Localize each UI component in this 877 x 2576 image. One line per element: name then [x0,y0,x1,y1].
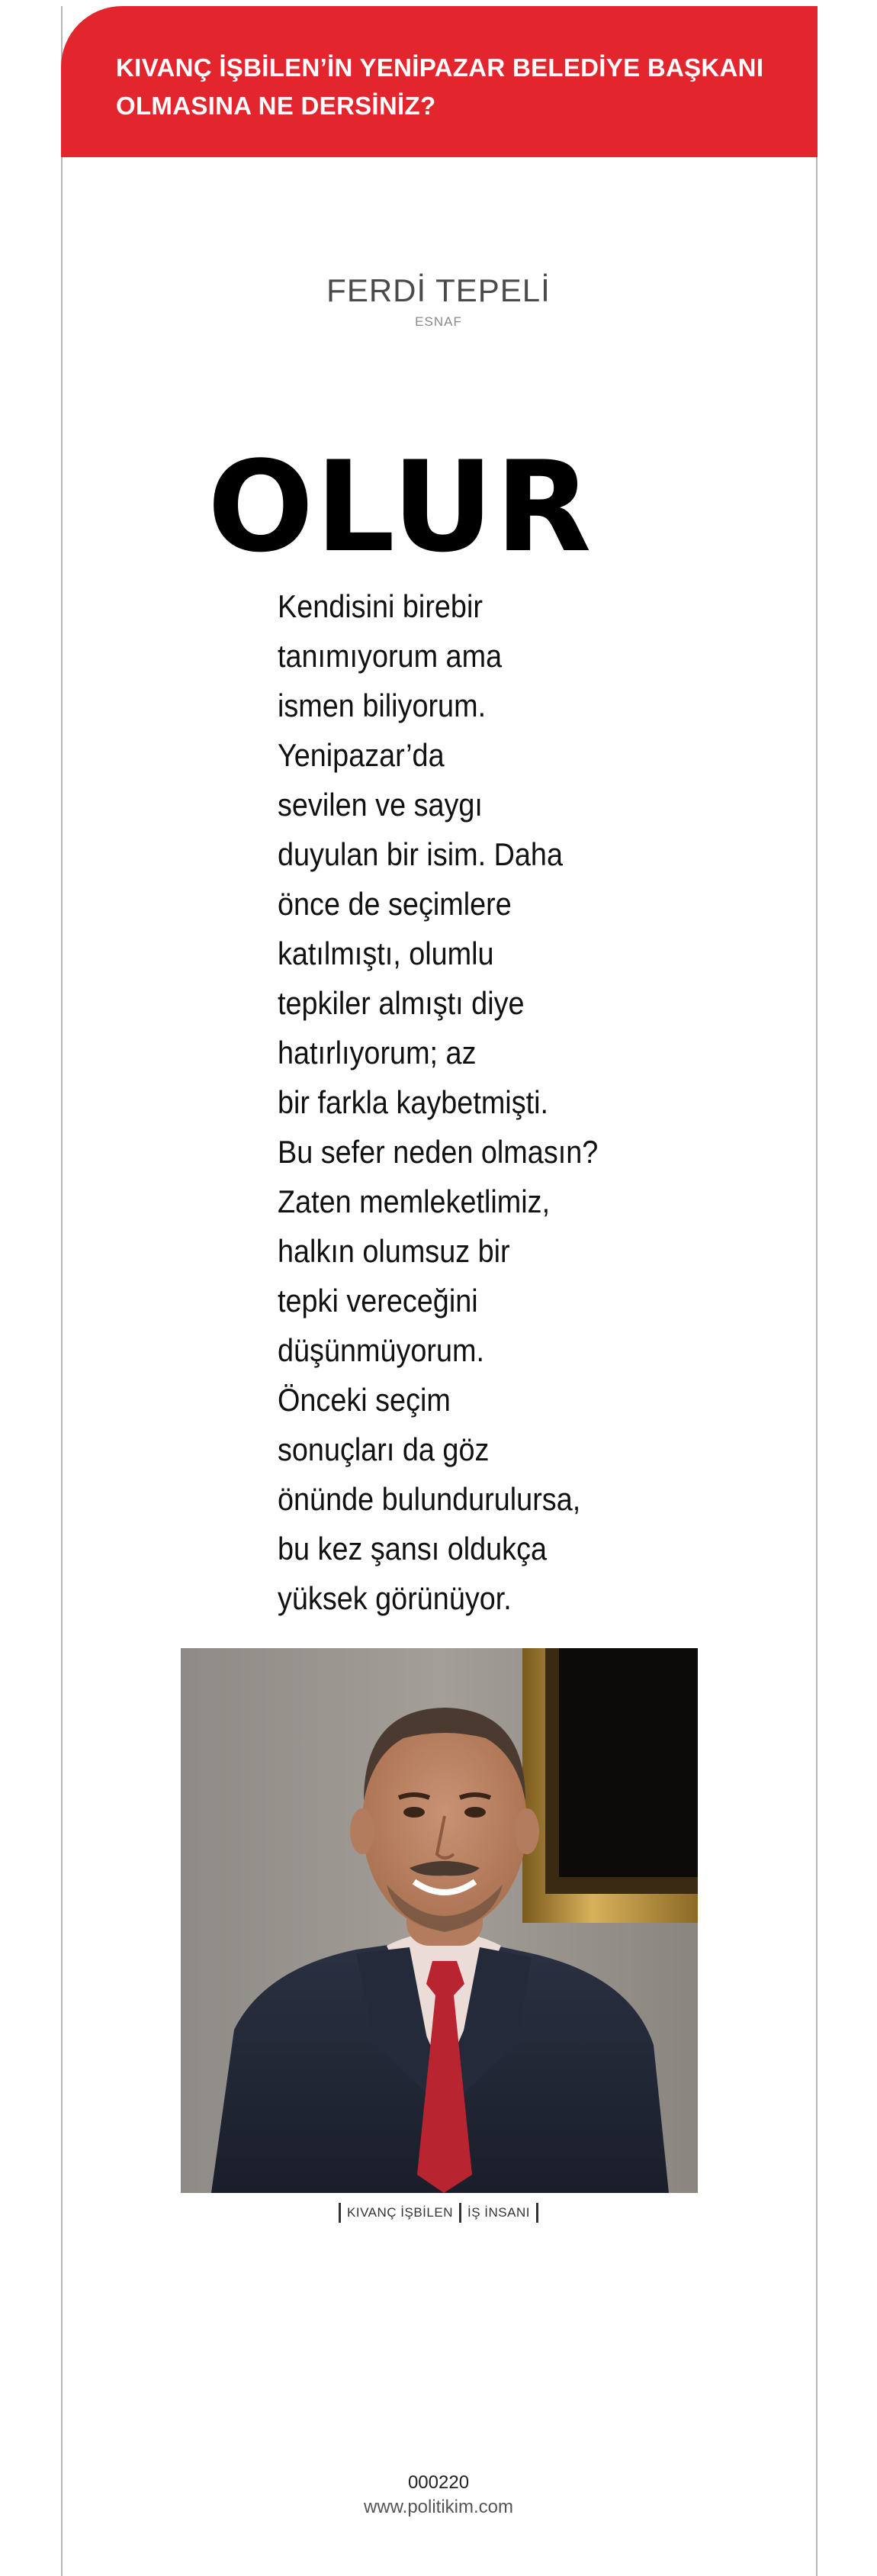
question-title-line-1: KIVANÇ İŞBİLEN’İN YENİPAZAR BELEDİYE BAŞKANI [116,53,764,82]
answer-line: bir farkla kaybetmişti. [278,1084,549,1120]
answer-line: Kendisini birebir [278,588,483,624]
answer-line: sevilen ve saygı [278,787,483,823]
answer-line: sonuçları da göz [278,1431,490,1467]
caption-person-title: İŞ İNSANI [467,2205,530,2220]
answer-line: tepki vereceğini [278,1283,478,1319]
answer-body [278,581,644,1623]
answer-line: bu kez şansı oldukça [278,1531,548,1567]
question-title [116,49,772,125]
answer-line: tanımıyorum ama [278,638,503,674]
answer-line: halkın olumsuz bir [278,1233,510,1269]
answer-line: önünde bulundurulursa, [278,1481,581,1517]
portrait-photo [181,1648,698,2193]
answer-line: yüksek görünüyor. [278,1580,512,1616]
answer-line: ismen biliyorum. [278,687,487,723]
page-footer [0,2471,877,2520]
photo-caption [0,2203,877,2223]
respondent-role: ESNAF [415,314,462,329]
answer-line: önce de seçimlere [278,886,512,922]
caption-divider [459,2203,461,2223]
answer-line: katılmıştı, olumlu [278,935,494,971]
answer-line: Zaten memleketlimiz, [278,1183,551,1219]
footer-url: www.politikim.com [363,2497,514,2517]
answer-line: hatırlıyorum; az [278,1035,477,1071]
caption-person-name: KIVANÇ İŞBİLEN [347,2205,453,2220]
answer-line: Bu sefer neden olmasın? [278,1134,599,1170]
answer-line: tepkiler almıştı diye [278,985,525,1021]
answer-line: Yenipazar’da [278,737,445,773]
respondent-block [0,272,877,330]
respondent-name: FERDİ TEPELİ [326,272,551,308]
portrait-illustration [181,1648,698,2193]
answer-verdict: OLUR [207,434,593,580]
question-header [61,6,818,157]
caption-divider [339,2203,341,2223]
caption-divider [536,2203,538,2223]
answer-line: duyulan bir isim. Daha [278,836,563,872]
footer-code: 000220 [407,2472,470,2493]
answer-line: Önceki seçim [278,1382,451,1418]
answer-line: düşünmüyorum. [278,1332,485,1368]
question-title-line-2: OLMASINA NE DERSİNİZ? [116,92,436,120]
